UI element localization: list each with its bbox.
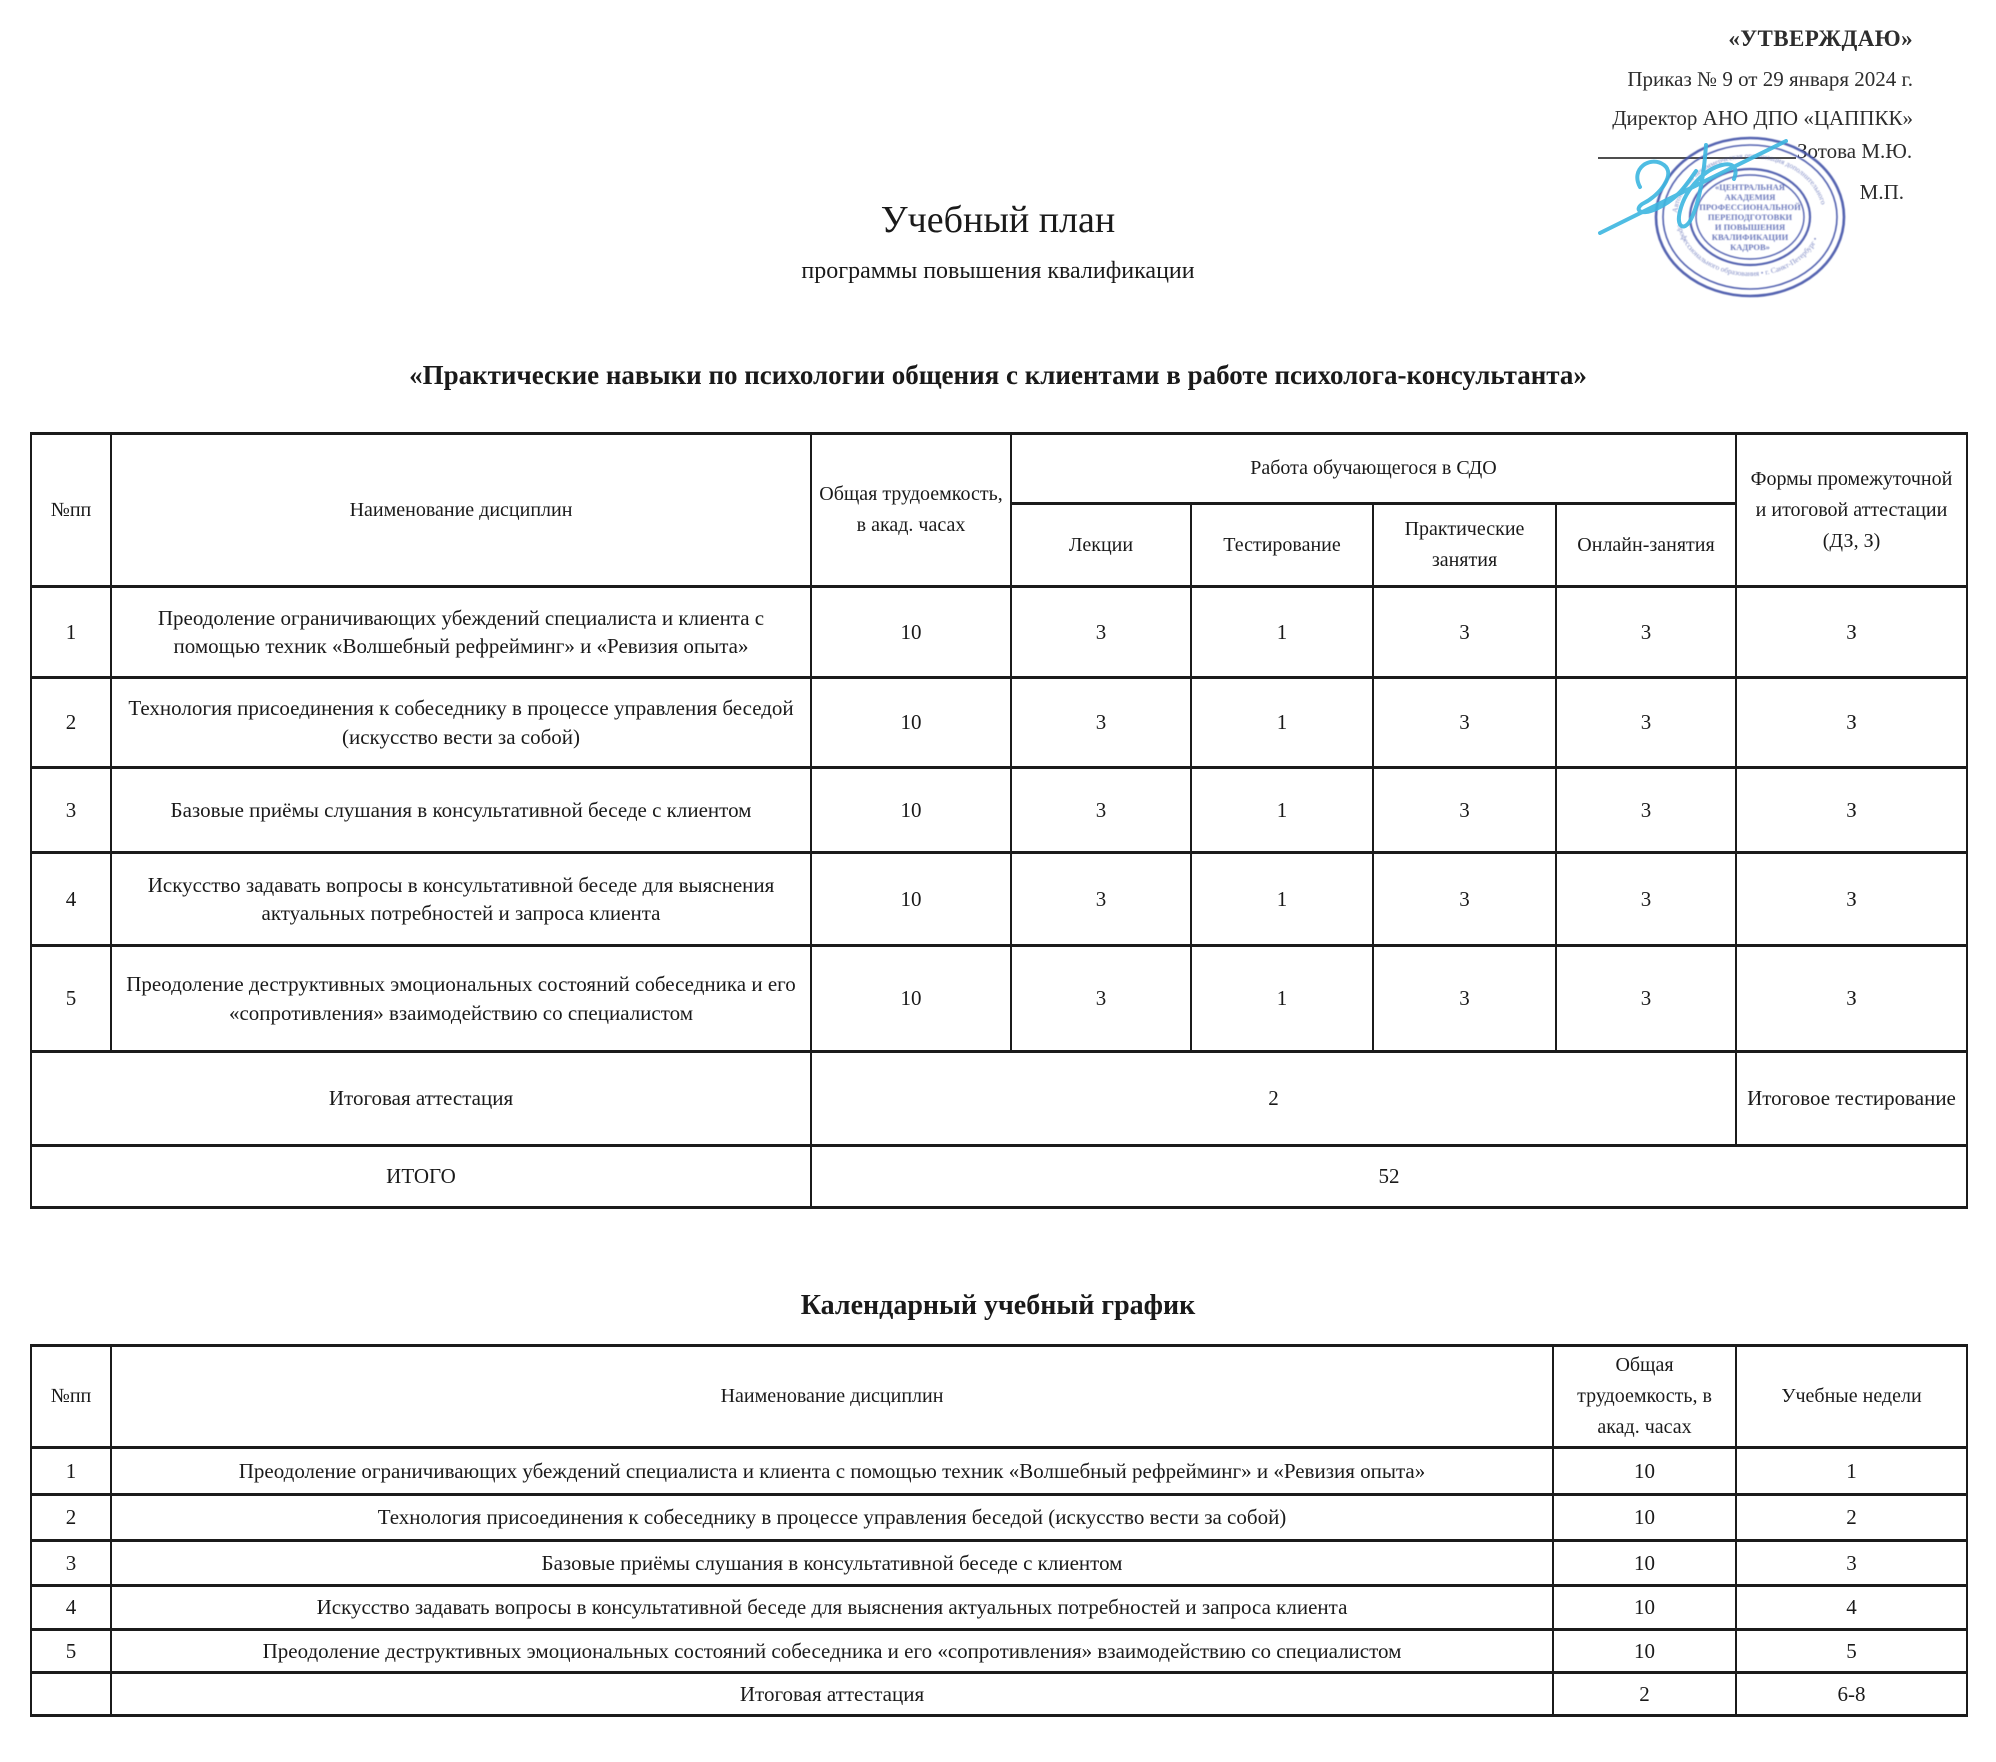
study-weeks: 2 (1736, 1495, 1967, 1541)
schedule-table (30, 1344, 1968, 1717)
discipline-name: Базовые приёмы слушания в консультативной беседе с клиентом (111, 768, 811, 853)
col-header-discipline: Наименование дисциплин (111, 1346, 1553, 1448)
total-hours: 10 (1553, 1495, 1736, 1541)
stamp-center-line: ПРОФЕССИОНАЛЬНОЙ (1699, 202, 1801, 212)
col-header-online: Онлайн-занятия (1556, 504, 1736, 587)
testing-hours: 1 (1191, 853, 1373, 946)
attestation-form: З (1736, 768, 1967, 853)
col-header-total-hours: Общая трудоемкость, в акад. часах (1553, 1346, 1736, 1448)
discipline-name: Технология присоединения к собеседнику в процессе управления беседой (искусство вести за собой) (111, 1495, 1553, 1541)
total-hours: 10 (811, 678, 1011, 768)
stamp-center-line: «ЦЕНТРАЛЬНАЯ (1715, 182, 1785, 192)
table-row (31, 853, 1967, 946)
col-header-discipline: Наименование дисциплин (111, 434, 811, 587)
col-header-lectures: Лекции (1011, 504, 1191, 587)
attestation-form: З (1736, 946, 1967, 1052)
total-hours: 10 (811, 946, 1011, 1052)
seal-mark: М.П. (1859, 180, 1904, 204)
practice-hours: 3 (1373, 946, 1556, 1052)
col-header-practice: Практические занятия (1373, 504, 1556, 587)
row-number: 2 (31, 1495, 111, 1541)
stamp-center-line: И ПОВЫШЕНИЯ (1714, 222, 1786, 232)
document-title: Учебный план (880, 199, 1116, 241)
discipline-name: Преодоление ограничивающих убеждений специалиста и клиента с помощью техник «Волшебный рефрейминг» и «Ревизия опыта» (111, 587, 811, 678)
table-row (31, 1495, 1967, 1541)
col-header-study-weeks: Учебные недели (1736, 1346, 1967, 1448)
curriculum-table (30, 432, 1968, 1209)
row-number (31, 1673, 111, 1716)
online-hours: 3 (1556, 946, 1736, 1052)
testing-hours: 1 (1191, 678, 1373, 768)
discipline-name: Технология присоединения к собеседнику в процессе управления беседой (искусство вести за собой) (111, 678, 811, 768)
table-row (31, 1448, 1967, 1495)
table-row (31, 768, 1967, 853)
attestation-form: З (1736, 678, 1967, 768)
discipline-name: Преодоление деструктивных эмоциональных состояний собеседника и его «сопротивления» взаимодействию со специалистом (111, 1630, 1553, 1673)
document-subtitle: программы повышения квалификации (801, 258, 1195, 284)
table-row (31, 587, 1967, 678)
stamp-ring-bottom-text: профессионального образования • г. Санкт-Петербург • (1675, 223, 1820, 279)
stamp-ring-top-text: Автономная некоммерческая организация дополнительного (1670, 151, 1829, 214)
final-attestation-row (31, 1673, 1967, 1716)
lectures-hours: 3 (1011, 853, 1191, 946)
stamp-center-line: ПЕРЕПОДГОТОВКИ (1707, 212, 1793, 222)
final-attestation-row (31, 1052, 1967, 1146)
total-hours: 2 (1553, 1673, 1736, 1716)
table-row (31, 678, 1967, 768)
testing-hours: 1 (1191, 587, 1373, 678)
online-hours: 3 (1556, 587, 1736, 678)
practice-hours: 3 (1373, 768, 1556, 853)
row-number: 1 (31, 587, 111, 678)
row-number: 4 (31, 853, 111, 946)
row-number: 5 (31, 946, 111, 1052)
practice-hours: 3 (1373, 678, 1556, 768)
row-number: 2 (31, 678, 111, 768)
total-hours: 10 (811, 853, 1011, 946)
final-attestation-label: Итоговая аттестация (31, 1052, 811, 1146)
total-hours: 10 (1553, 1541, 1736, 1586)
lectures-hours: 3 (1011, 768, 1191, 853)
lectures-hours: 3 (1011, 678, 1191, 768)
approval-order: Приказ № 9 от 29 января 2024 г. (1627, 67, 1913, 91)
table-row (31, 1630, 1967, 1673)
testing-hours: 1 (1191, 768, 1373, 853)
col-header-testing: Тестирование (1191, 504, 1373, 587)
online-hours: 3 (1556, 768, 1736, 853)
online-hours: 3 (1556, 678, 1736, 768)
lectures-hours: 3 (1011, 946, 1191, 1052)
program-title: «Практические навыки по психологии общения с клиентами в работе психолога-консультанта» (409, 360, 1587, 390)
study-weeks: 6-8 (1736, 1673, 1967, 1716)
total-hours: 10 (1553, 1630, 1736, 1673)
stamp-center-line: КВАЛИФИКАЦИИ (1711, 232, 1789, 242)
table-row (31, 1541, 1967, 1586)
row-number: 1 (31, 1448, 111, 1495)
total-hours: 10 (1553, 1586, 1736, 1630)
discipline-name: Искусство задавать вопросы в консультативной беседе для выяснения актуальных потребностей и запроса клиента (111, 1586, 1553, 1630)
study-weeks: 1 (1736, 1448, 1967, 1495)
lectures-hours: 3 (1011, 587, 1191, 678)
discipline-name: Преодоление ограничивающих убеждений специалиста и клиента с помощью техник «Волшебный рефрейминг» и «Ревизия опыта» (111, 1448, 1553, 1495)
table-row (31, 1586, 1967, 1630)
table-row (31, 946, 1967, 1052)
row-number: 3 (31, 768, 111, 853)
study-weeks: 3 (1736, 1541, 1967, 1586)
signer-name: Зотова М.Ю. (1797, 139, 1913, 163)
col-header-attestation-forms: Формы промежуточной и итоговой аттестации (ДЗ, З) (1736, 434, 1967, 587)
col-header-sdo-work: Работа обучающегося в СДО (1011, 434, 1736, 504)
final-attestation-hours: 2 (811, 1052, 1736, 1146)
testing-hours: 1 (1191, 946, 1373, 1052)
practice-hours: 3 (1373, 853, 1556, 946)
total-label: ИТОГО (31, 1146, 811, 1208)
practice-hours: 3 (1373, 587, 1556, 678)
study-weeks: 4 (1736, 1586, 1967, 1630)
row-number: 5 (31, 1630, 111, 1673)
total-hours-sum: 52 (811, 1146, 1967, 1208)
schedule-title: Календарный учебный график (800, 1290, 1196, 1321)
discipline-name: Базовые приёмы слушания в консультативной беседе с клиентом (111, 1541, 1553, 1586)
col-header-npp: №пп (31, 434, 111, 587)
stamp-center-line: КАДРОВ» (1730, 242, 1770, 252)
col-header-npp: №пп (31, 1346, 111, 1448)
final-attestation-label: Итоговая аттестация (111, 1673, 1553, 1716)
row-number: 3 (31, 1541, 111, 1586)
attestation-form: З (1736, 853, 1967, 946)
col-header-total-hours: Общая трудоемкость, в акад. часах (811, 434, 1011, 587)
total-hours: 10 (1553, 1448, 1736, 1495)
study-weeks: 5 (1736, 1630, 1967, 1673)
online-hours: 3 (1556, 853, 1736, 946)
approval-title: «УТВЕРЖДАЮ» (1728, 26, 1913, 51)
approval-block (1612, 26, 1913, 131)
approval-director: Директор АНО ДПО «ЦАППКК» (1612, 106, 1913, 130)
discipline-name: Преодоление деструктивных эмоциональных состояний собеседника и его «сопротивления» взаимодействию со специалистом (111, 946, 811, 1052)
attestation-form: З (1736, 587, 1967, 678)
total-hours: 10 (811, 768, 1011, 853)
row-number: 4 (31, 1586, 111, 1630)
stamp-center-line: АКАДЕМИЯ (1724, 192, 1776, 202)
total-row (31, 1146, 1967, 1208)
total-hours: 10 (811, 587, 1011, 678)
discipline-name: Искусство задавать вопросы в консультативной беседе для выяснения актуальных потребностей и запроса клиента (111, 853, 811, 946)
final-attestation-form: Итоговое тестирование (1736, 1052, 1967, 1146)
